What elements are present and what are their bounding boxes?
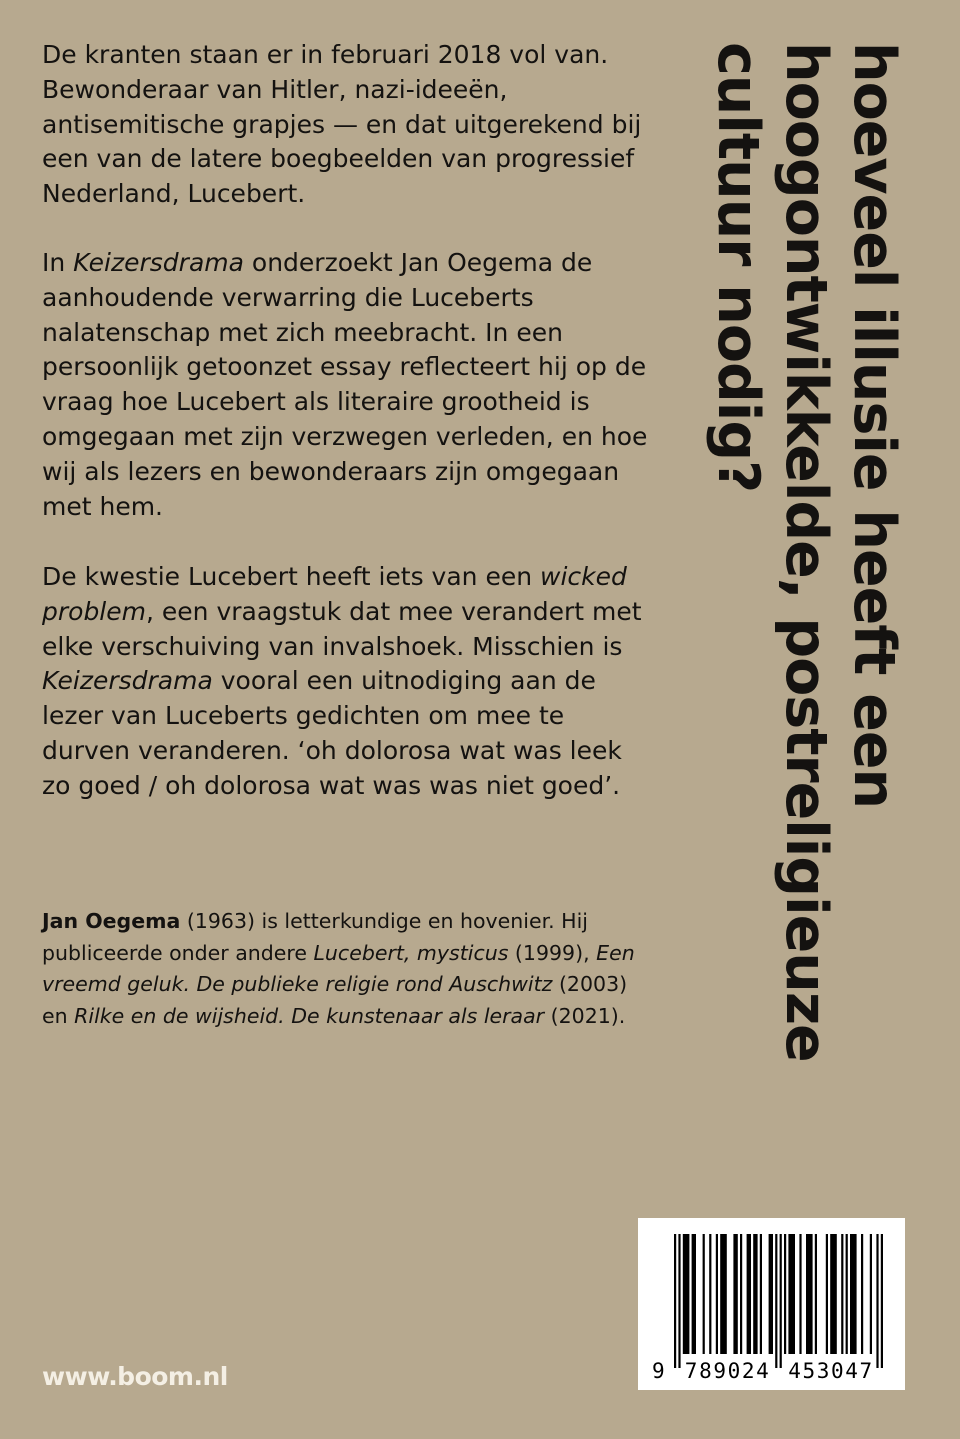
vertical-title-line-1: hoeveel illusie heeft een (841, 42, 907, 809)
barcode-bar-24 (846, 1234, 848, 1354)
barcode-bar-0 (674, 1234, 676, 1368)
vertical-title-line-3: cultuur nodig? (705, 42, 771, 493)
barcode-first-digit: 9 (652, 1359, 665, 1383)
barcode-bar-17 (788, 1234, 795, 1354)
author-name: Jan Oegema (42, 909, 181, 933)
barcode-right-digits: 453047 (788, 1359, 873, 1383)
publisher-url[interactable]: www.boom.nl (42, 1362, 228, 1391)
barcode-bar-19 (806, 1234, 813, 1354)
barcode-bar-23 (841, 1234, 843, 1354)
p2-rest: onderzoekt Jan Oegema de aanhoudende verwarring die Luceberts nalatenschap met zich meebracht. In een persoonlijk getoonzet essay reflecteert hij op de vraag hoe Lucebert als literaire grootheid is omgegaan met zijn verzwegen verleden, en hoe wij als lezers en bewonderaars zijn omgegaan met hem. (42, 248, 648, 521)
vertical-title (704, 42, 908, 1062)
barcode-bar-18 (799, 1234, 801, 1354)
barcode-bar-22 (830, 1234, 837, 1354)
p3-c: vooral een uitnodiging aan de lezer van Luceberts gedichten om mee te durven veranderen. ‘oh dolorosa wat was leek zo goed / oh dolorosa wat was was niet goed’. (42, 666, 622, 800)
bio-book-1: Lucebert, mysticus (313, 940, 509, 965)
barcode-bar-5 (709, 1234, 711, 1354)
bio-t3: (2003) en (42, 972, 628, 1028)
barcode-bar-11 (753, 1234, 757, 1354)
barcode-left-digits: 789024 (684, 1359, 769, 1383)
barcode-bar-20 (815, 1234, 817, 1354)
barcode-bar-16 (784, 1234, 786, 1354)
barcode-bar-9 (740, 1234, 742, 1354)
bio-t4: (2021). (544, 1003, 626, 1028)
bio-book-2: Een vreemd geluk. De publieke religie rond Auschwitz (42, 940, 635, 996)
bio-book-3: Rilke en de wijsheid. De kunstenaar als leraar (74, 1003, 545, 1028)
blurb-paragraph-2 (42, 246, 652, 524)
barcode-bar-13 (769, 1234, 773, 1354)
barcode-bar-4 (703, 1234, 705, 1354)
barcode-bar-21 (826, 1234, 828, 1354)
barcode-bar-26 (861, 1234, 863, 1354)
blurb-paragraph-1 (42, 38, 652, 212)
barcode-bar-10 (747, 1234, 751, 1354)
blurb-paragraph-1-text: De kranten staan er in februari 2018 vol van. Bewonderaar van Hitler, nazi-ideeën, antisemitische grapjes — en dat uitgerekend bij een van de latere boegbeelden van progressief Nederland, Lucebert. (42, 40, 642, 209)
barcode-bar-28 (876, 1234, 878, 1368)
barcode-bar-27 (870, 1234, 872, 1354)
p2-in: In (42, 248, 74, 277)
barcode-bar-14 (775, 1234, 777, 1368)
author-bio (42, 906, 642, 1032)
isbn-barcode (638, 1218, 905, 1390)
bio-t1: (1963) is letterkundige en hovenier. Hij publiceerde onder andere (42, 909, 588, 965)
barcode-bar-8 (733, 1234, 737, 1354)
barcode-bar-25 (850, 1234, 857, 1354)
barcode-bar-1 (678, 1234, 680, 1368)
vertical-title-line-2: hoogontwikkelde, postreligieuze (773, 42, 839, 1062)
term-wicked-problem: wicked problem (42, 562, 627, 626)
barcode-bars (674, 1234, 883, 1368)
barcode-bar-6 (716, 1234, 718, 1354)
barcode-bar-2 (683, 1234, 690, 1354)
barcode-bar-3 (692, 1234, 696, 1354)
p3-a: De kwestie Lucebert heeft iets van een (42, 562, 540, 591)
barcode-bar-7 (720, 1234, 727, 1354)
bio-t2: (1999), (508, 940, 597, 965)
book-title-keizersdrama-2: Keizersdrama (42, 666, 213, 696)
barcode-bar-12 (760, 1234, 762, 1354)
book-title-keizersdrama: Keizersdrama (73, 248, 244, 277)
barcode-bar-29 (881, 1234, 883, 1368)
barcode-bar-15 (780, 1234, 782, 1368)
barcode-graphic (638, 1218, 905, 1390)
blurb-paragraph-3 (42, 560, 652, 804)
p3-b: , een vraagstuk dat mee verandert met elke verschuiving van invalshoek. Misschien is (42, 596, 642, 661)
